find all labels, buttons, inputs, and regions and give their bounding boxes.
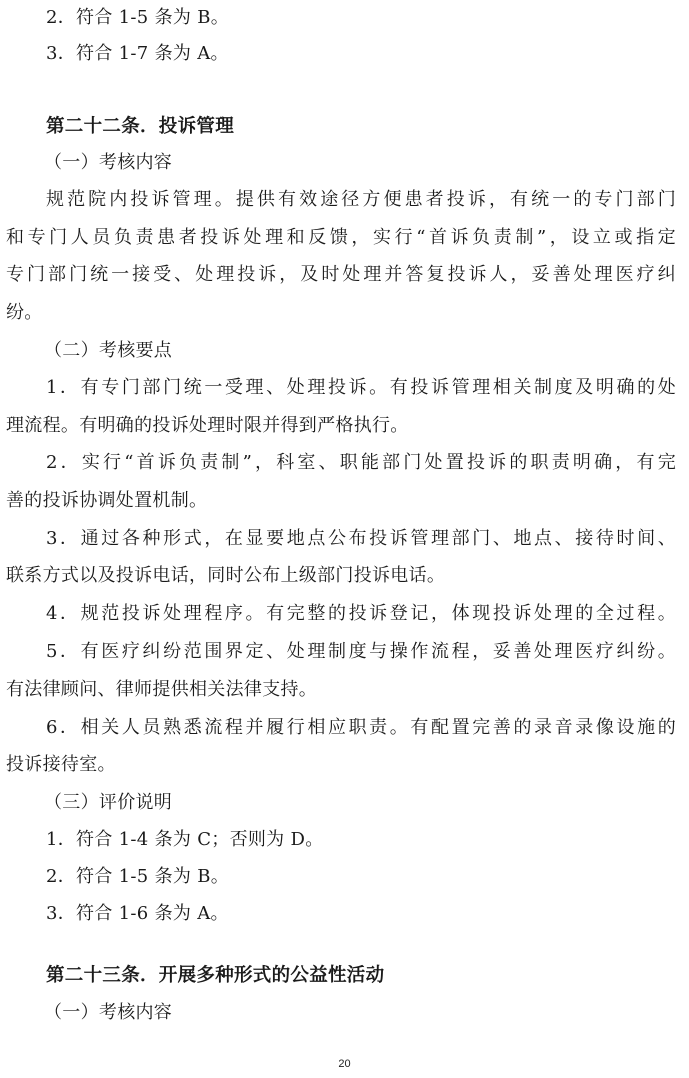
section-assessment-content-title: （一）考核内容 [44,152,173,173]
evaluation-item-2: 2．符合 1-5 条为 B。 [46,866,230,887]
eval-item-2-previous: 2．符合 1-5 条为 B。 [46,7,230,28]
assessment-point-line: 1．有专门部门统一受理、处理投诉。有投诉管理相关制度及明确的处 [46,377,676,398]
evaluation-item-3: 3．符合 1-6 条为 A。 [46,903,229,924]
assessment-point-line: 理流程。有明确的投诉处理时限并得到严格执行。 [6,415,409,436]
assessment-point-line: 2．实行“首诉负责制”，科室、职能部门处置投诉的职责明确，有完 [46,452,676,473]
section-assessment-content-title: （一）考核内容 [44,1002,173,1023]
assessment-point-line: 联系方式以及投诉电话，同时公布上级部门投诉电话。 [6,565,446,586]
content-paragraph-line: 专门部门统一接受、处理投诉，及时处理并答复投诉人，妥善处理医疗纠 [6,264,676,285]
assessment-point-line: 善的投诉协调处置机制。 [6,490,208,511]
evaluation-item-1: 1．符合 1-4 条为 C；否则为 D。 [46,829,324,850]
page-number: 20 [338,1058,351,1070]
assessment-point-line: 6．相关人员熟悉流程并履行相应职责。有配置完善的录音录像设施的 [46,717,676,738]
eval-item-3-previous: 3．符合 1-7 条为 A。 [46,43,229,64]
article-22-title: 第二十二条．投诉管理 [46,116,235,137]
section-assessment-points-title: （二）考核要点 [44,340,173,361]
assessment-point-line: 投诉接待室。 [6,754,116,775]
content-paragraph-line: 规范院内投诉管理。提供有效途径方便患者投诉，有统一的专门部门 [46,189,676,210]
content-paragraph-line: 纷。 [6,302,43,323]
assessment-point-line: 5．有医疗纠纷范围界定、处理制度与操作流程，妥善处理医疗纠纷。 [46,641,676,662]
assessment-point-line: 有法律顾问、律师提供相关法律支持。 [6,679,318,700]
section-evaluation-notes-title: （三）评价说明 [44,792,173,813]
content-paragraph-line: 和专门人员负责患者投诉处理和反馈，实行“首诉负责制”，设立或指定 [6,227,676,248]
assessment-point-line: 4．规范投诉处理程序。有完整的投诉登记，体现投诉处理的全过程。 [46,603,676,624]
article-23-title: 第二十三条．开展多种形式的公益性活动 [46,965,385,986]
assessment-point-line: 3．通过各种形式，在显要地点公布投诉管理部门、地点、接待时间、 [46,528,676,549]
